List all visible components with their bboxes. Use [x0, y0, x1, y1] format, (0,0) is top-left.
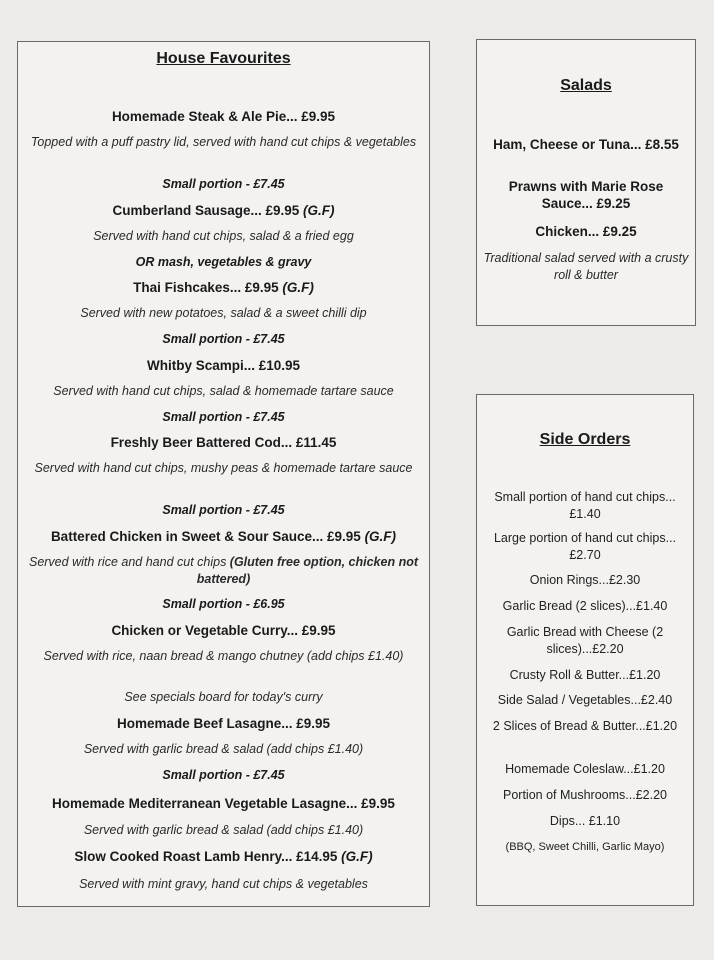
menu-item-description: Served with new potatoes, salad & a sweet chilli dip [80, 306, 367, 320]
menu-item-dish: Freshly Beer Battered Cod... £11.45 [110, 435, 337, 450]
side-order-item: 2 Slices of Bread & Butter...£1.20 [492, 719, 678, 733]
menu-item-description: Served with hand cut chips, salad & homemade tartare sauce [53, 384, 394, 398]
salads-title: Salads [560, 77, 612, 94]
dish-name-price: Thai Fishcakes... £9.95 [133, 280, 283, 295]
salad-item: Chicken... £9.25 [535, 224, 637, 239]
side-order-item: Large portion of hand cut chips...£2.70 [493, 531, 677, 562]
side-order-item: Dips... £1.10 [549, 814, 621, 828]
menu-item-dish [24, 202, 423, 219]
salads-panel [476, 39, 696, 326]
menu-item-description: Served with garlic bread & salad (add chips £1.40) [83, 742, 364, 756]
menu-item-small-portion: Small portion - £7.45 [162, 410, 285, 424]
menu-item-description [24, 554, 423, 588]
menu-item-description: Served with hand cut chips, mushy peas & homemade tartare sauce [34, 461, 413, 475]
gluten-free-note: (Gluten free option, chicken not battered) [196, 555, 418, 586]
gluten-free-tag: (G.F) [303, 203, 335, 218]
dip-options: (BBQ, Sweet Chilli, Garlic Mayo) [505, 841, 665, 853]
menu-item-small-portion: Small portion - £7.45 [162, 503, 285, 517]
menu-item-small-portion: Small portion - £7.45 [162, 768, 285, 782]
menu-item-dish: Homemade Mediterranean Vegetable Lasagne... £9.95 [52, 796, 395, 811]
menu-item-dish [24, 279, 423, 296]
side-order-item: Crusty Roll & Butter...£1.20 [509, 668, 661, 682]
menu-item-dish: Whitby Scampi... £10.95 [146, 358, 301, 373]
menu-item-dish [24, 848, 423, 865]
menu-item-small-portion: Small portion - £6.95 [162, 597, 285, 611]
side-order-item: Small portion of hand cut chips...£1.40 [494, 490, 676, 521]
salad-item: Ham, Cheese or Tuna... £8.55 [493, 137, 679, 152]
side-order-item: Garlic Bread with Cheese (2 slices)...£2.20 [506, 625, 664, 656]
menu-item-description: Served with mint gravy, hand cut chips & vegetables [79, 877, 368, 891]
salad-item: Prawns with Marie Rose Sauce... £9.25 [508, 179, 664, 211]
house-favourites-title: House Favourites [156, 50, 291, 67]
menu-item-description: Served with garlic bread & salad (add chips £1.40) [83, 823, 364, 837]
gluten-free-tag: (G.F) [282, 280, 314, 295]
gluten-free-tag: (G.F) [364, 529, 397, 544]
menu-item-alternative: OR mash, vegetables & gravy [135, 255, 312, 269]
side-order-item: Side Salad / Vegetables...£2.40 [497, 693, 673, 707]
side-orders-panel [476, 394, 694, 906]
gluten-free-tag: (G.F) [341, 849, 373, 864]
dish-name-price: Battered Chicken in Sweet & Sour Sauce... £9.95 [50, 529, 365, 544]
menu-item-note: See specials board for today's curry [124, 690, 323, 704]
side-orders-title: Side Orders [539, 431, 631, 448]
menu-item-dish: Homemade Beef Lasagne... £9.95 [116, 716, 331, 731]
menu-item-dish: Chicken or Vegetable Curry... £9.95 [111, 623, 336, 638]
menu-item-small-portion: Small portion - £7.45 [162, 177, 285, 191]
side-order-item: Homemade Coleslaw...£1.20 [505, 762, 665, 776]
menu-item-description: Served with hand cut chips, salad & a fried egg [93, 229, 354, 243]
house-favourites-panel [17, 41, 430, 907]
menu-item-description: Served with rice, naan bread & mango chutney (add chips £1.40) [43, 649, 404, 663]
side-order-item: Garlic Bread (2 slices)...£1.40 [502, 599, 668, 613]
menu-item-dish [24, 528, 423, 545]
menu-item-small-portion: Small portion - £7.45 [162, 332, 285, 346]
menu-item-dish: Homemade Steak & Ale Pie... £9.95 [111, 109, 336, 124]
side-order-item: Portion of Mushrooms...£2.20 [503, 788, 667, 802]
dish-name-price: Slow Cooked Roast Lamb Henry... £14.95 [74, 849, 342, 864]
menu-item-description: Topped with a puff pastry lid, served with hand cut chips & vegetables [30, 135, 417, 149]
side-order-item: Onion Rings...£2.30 [529, 573, 641, 587]
description-text: Served with rice and hand cut chips [28, 555, 230, 569]
salad-description: Traditional salad served with a crusty roll & butter [483, 251, 689, 282]
dish-name-price: Cumberland Sausage... £9.95 [112, 203, 304, 218]
